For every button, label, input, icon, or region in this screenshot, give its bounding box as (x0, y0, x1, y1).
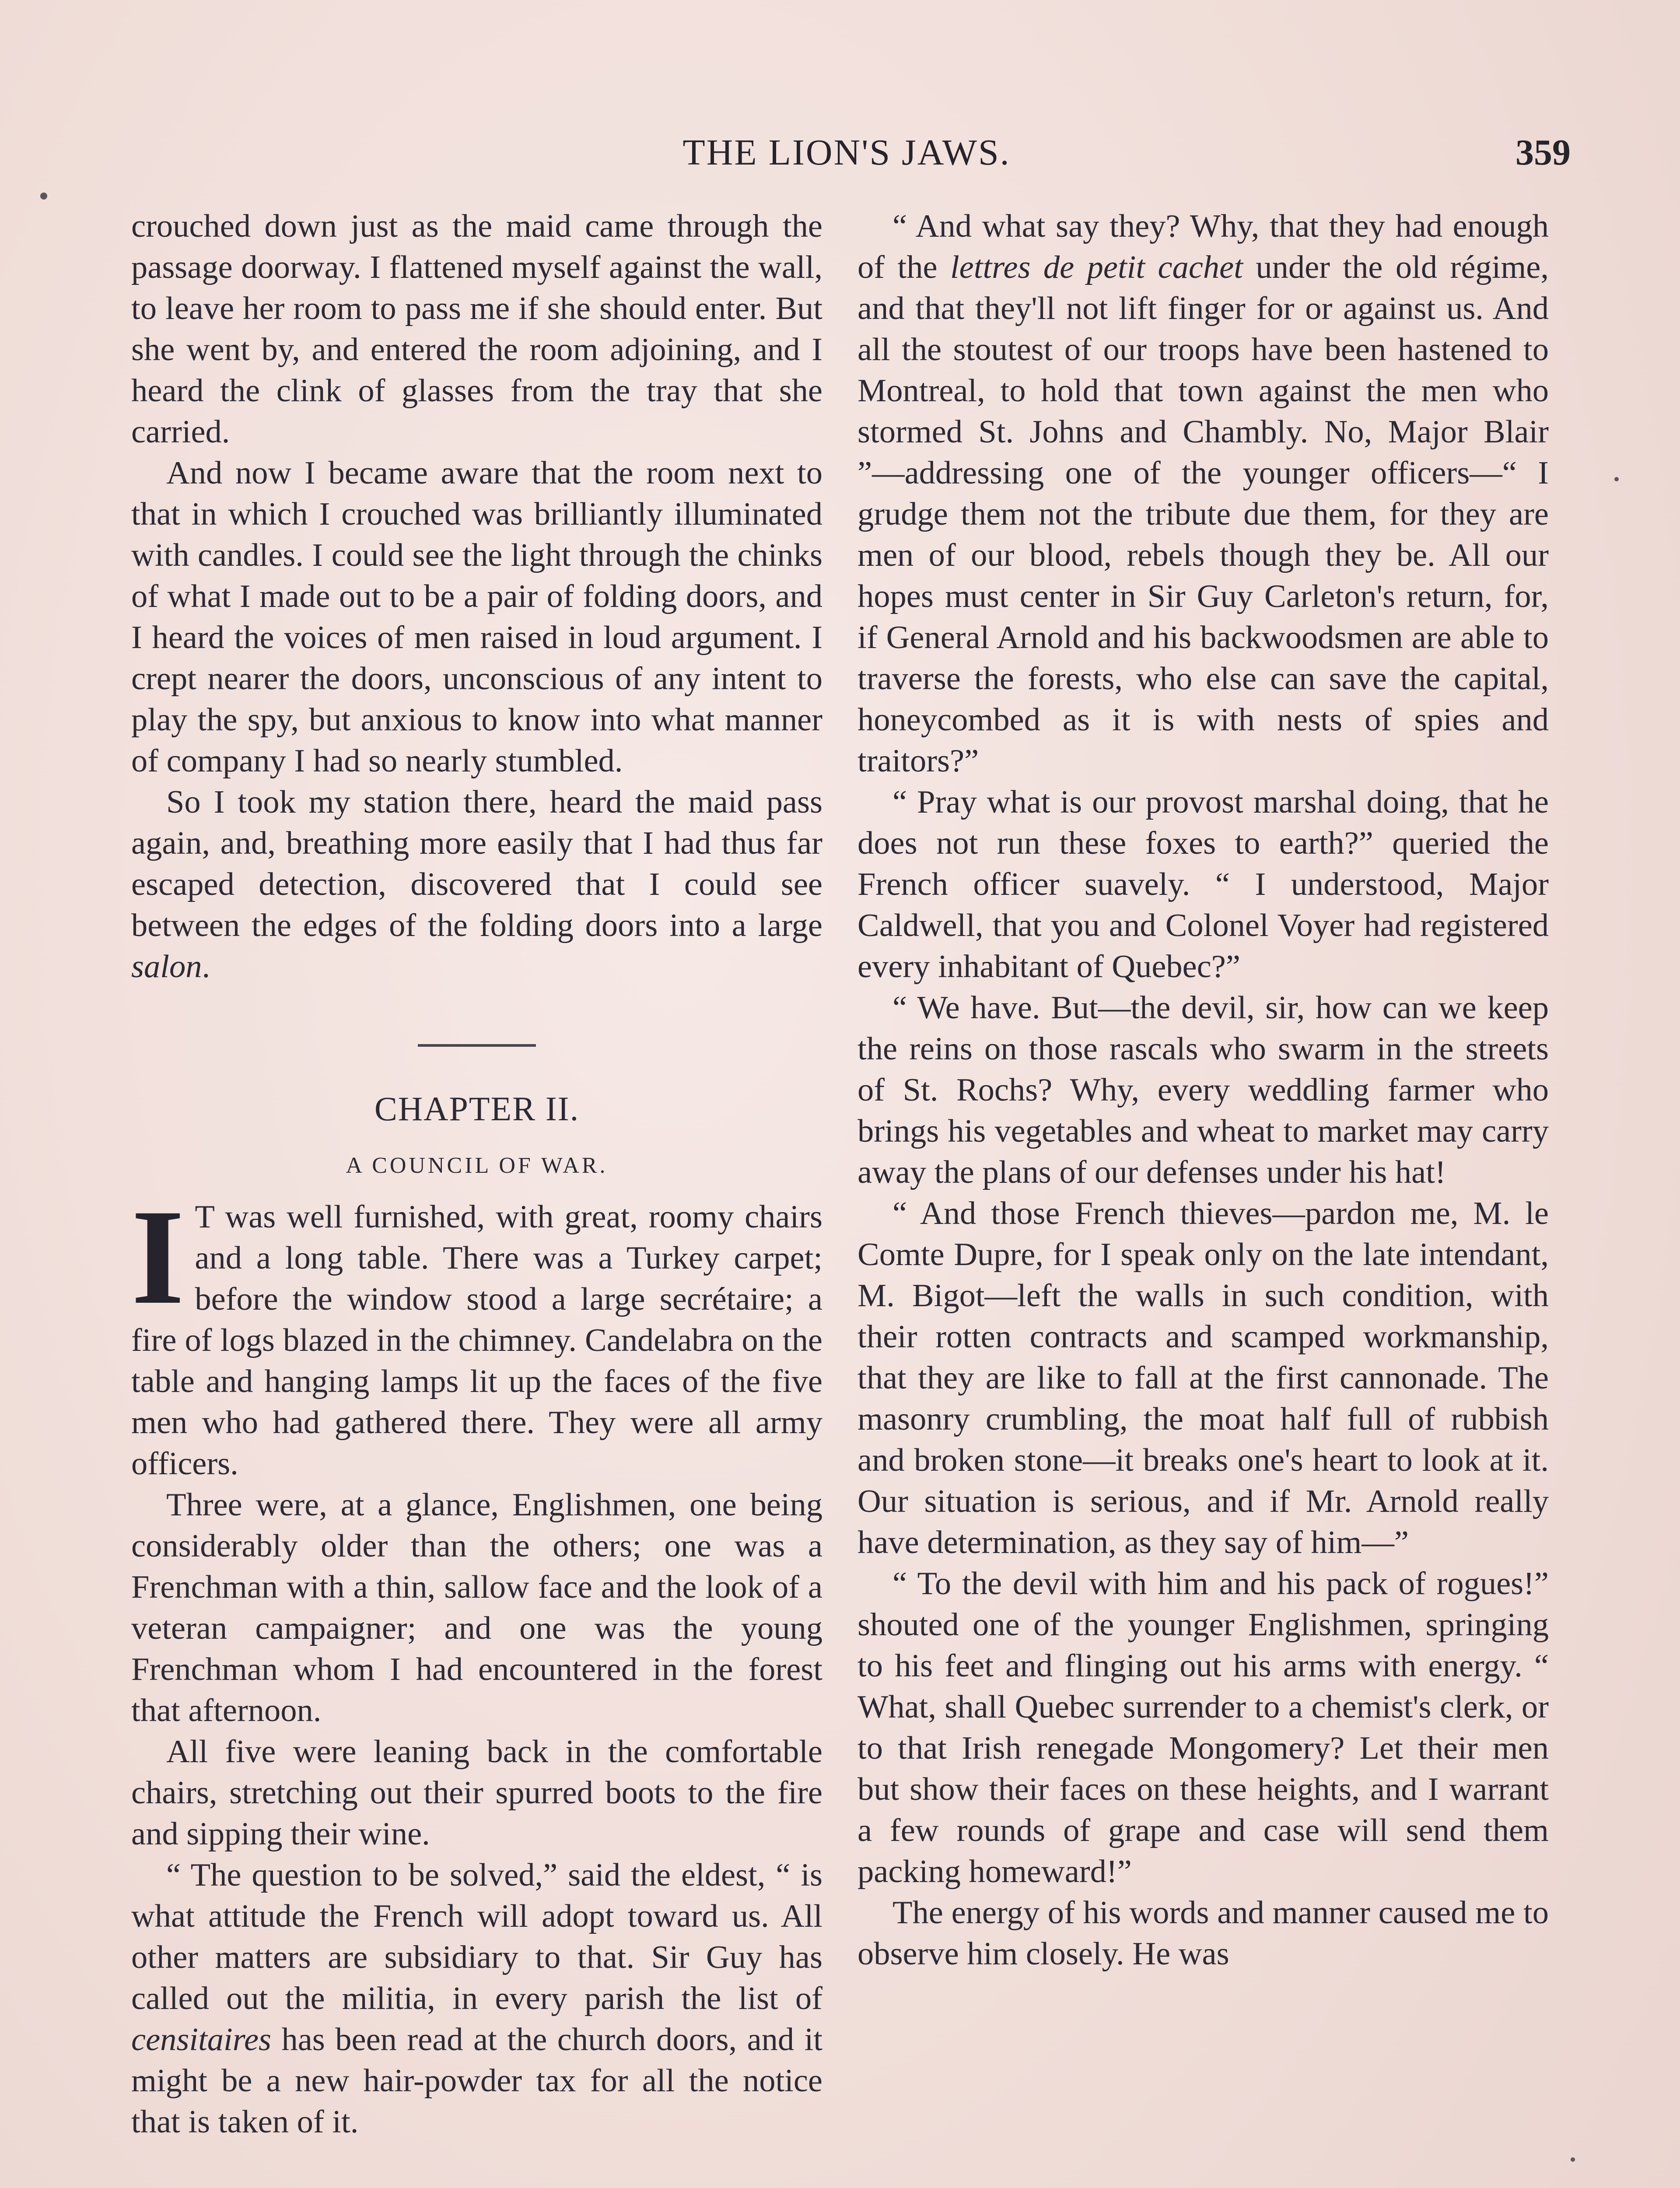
paper-speck (1571, 2157, 1575, 2162)
drop-cap: I (131, 1182, 185, 1332)
paragraph-text: So I took my station there, heard the maid pass again, and, breathing more easily that I had thus far escaped detection, discovered that I could see between the edges of the folding doors into a large (131, 784, 822, 943)
italic-term: censitaires (131, 2022, 272, 2058)
running-head: THE LION'S JAWS. (682, 132, 1011, 173)
paragraph-text: . (202, 949, 210, 985)
paragraph (131, 1855, 822, 2142)
paragraph: The energy of his words and manner caused me to observe him closely. He was (858, 1895, 1549, 1972)
paper-speck (40, 193, 47, 200)
paragraph: “ Pray what is our provost marshal doing, that he does not run these foxes to earth?” queried the French officer suavely. “ I understood, Major Caldwell, that you and Colonel Voyer had registered every inhabitant of Quebec?” (858, 784, 1549, 985)
paragraph-text: has been read at the church doors, and it might be a new hair-powder tax for all the notice that is taken of it. (131, 2022, 822, 2140)
paragraph-text: under the old régime, and that they'll not lift finger for or against us. And all the stoutest of our troops have been hastened to Montreal, to hold that town against the men who stormed St. Johns and Chambly. No, Major Blair ”—addressing one of the younger officers—“ I grudge them not the tribute due them, for they are men of our blood, rebels though they be. All our hopes must center in Sir Guy Carleton's return, for, if General Arnold and his backwoodsmen are able to traverse the forests, who else can save the capital, honeycombed as it is with nests of spies and traitors?” (858, 249, 1549, 779)
section-divider (418, 1044, 536, 1047)
paragraph-text: T was well furnished, with great, roomy chairs and a long table. There was a Turkey carpet; before the window stood a large secrétaire; a fire of logs blazed in the chimney. Candelabra on the table and hanging lamps lit up the faces of the five men who had gathered there. They were all army officers. (131, 1199, 822, 1482)
paragraph: crouched down just as the maid came through the passage doorway. I flattened myself against the wall, to leave her room to pass me if she should enter. But she went by, and entered the room adjoining, and I heard the clink of glasses from the tray that she carried. (131, 208, 822, 450)
italic-term: salon (131, 949, 202, 985)
paragraph: “ To the devil with him and his pack of rogues!” shouted one of the younger Englishmen, springing to his feet and flinging out his arms with energy. “ What, shall Quebec surrender to a chemist's clerk, or to that Irish renegade Mongomery? Let their men but show their faces on these heights, and I warrant a few rounds of grape and case will send them packing homeward!” (858, 1566, 1549, 1890)
chapter-title: A COUNCIL OF WAR. (346, 1153, 608, 1178)
italic-term: lettres de petit cachet (950, 249, 1243, 285)
right-column (858, 206, 1549, 1974)
left-column (131, 206, 822, 2142)
paragraph-text: “ And what say they? Why, that they had enough of the (858, 208, 1549, 285)
paragraph: And now I became aware that the room next to that in which I crouched was brilliantly illuminated with candles. I could see the light through the chinks of what I made out to be a pair of folding doors, and I heard the voices of men raised in loud argument. I crept nearer the doors, unconscious of any intent to play the spy, but anxious to know into what manner of company I had so nearly stumbled. (131, 455, 822, 779)
page-header (122, 131, 1571, 184)
paragraph: Three were, at a glance, Englishmen, one being considerably older than the others; one was a Frenchman with a thin, sallow face and the look of a veteran campaigner; and one was the young Frenchman whom I had encountered in the forest that afternoon. (131, 1487, 822, 1729)
page-number: 359 (1516, 132, 1571, 173)
paragraph-text: “ The question to be solved,” said the eldest, “ is what attitude the French will adopt toward us. All other matters are subsidiary to that. Sir Guy has called out the militia, in every parish the list of (131, 1857, 822, 2016)
paragraph (858, 206, 1549, 782)
chapter-number: CHAPTER II. (374, 1090, 580, 1128)
paragraph: “ We have. But—the devil, sir, how can we keep the reins on those rascals who swarm in the streets of St. Rochs? Why, every weddling farmer who brings his vegetables and wheat to market may carry away the plans of our defenses under his hat! (858, 990, 1549, 1190)
paragraph (131, 782, 822, 987)
paragraph: All five were leaning back in the comfortable chairs, stretching out their spurred boots to the fire and sipping their wine. (131, 1734, 822, 1852)
paragraph: “ And those French thieves—pardon me, M. le Comte Dupre, for I speak only on the late intendant, M. Bigot—left the walls in such condition, with their rotten contracts and scamped workmanship, that they are like to fall at the first cannonade. The masonry crumbling, the moat half full of rubbish and broken stone—it breaks one's heart to look at it. Our situation is serious, and if Mr. Arnold really have determination, as they say of him—” (858, 1196, 1549, 1560)
paper-speck (1614, 477, 1619, 481)
chapter-opening-paragraph (131, 1182, 822, 1484)
